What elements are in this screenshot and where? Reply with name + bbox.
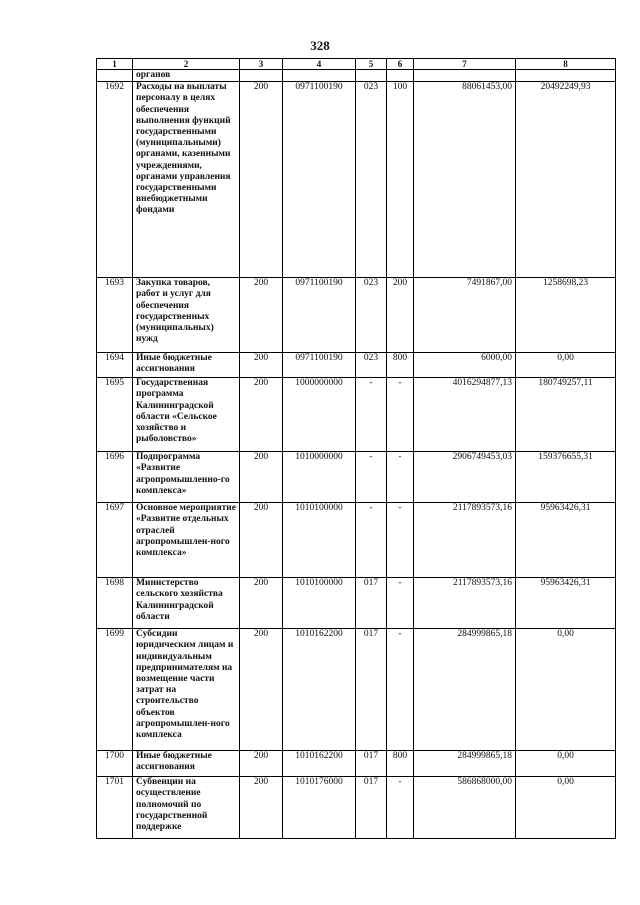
amount-executed: 159376655,31 xyxy=(516,452,616,503)
cell-col-6: 100 xyxy=(387,82,414,278)
expense-name: Закупка товаров, работ и услуг для обеспечения государственных (муниципальных) нужд xyxy=(133,278,240,353)
column-header: 3 xyxy=(240,59,283,70)
table-header xyxy=(97,59,616,70)
amount-planned: 2117893573,16 xyxy=(414,578,516,629)
cell-col-4: 1010162200 xyxy=(283,751,356,777)
column-header: 6 xyxy=(387,59,414,70)
cell-col-5: - xyxy=(356,378,387,452)
cell-col-5: 023 xyxy=(356,278,387,353)
cell-col-3: 200 xyxy=(240,751,283,777)
cell-col-4: 1010176000 xyxy=(283,777,356,839)
row-number: 1700 xyxy=(97,751,133,777)
table-row xyxy=(97,353,616,378)
cell-col-6: - xyxy=(387,452,414,503)
amount-executed: 180749257,11 xyxy=(516,378,616,452)
cell-col-6: 800 xyxy=(387,751,414,777)
amount-planned: 586868000,00 xyxy=(414,777,516,839)
amount-executed: 95963426,31 xyxy=(516,578,616,629)
cell-col-5: 017 xyxy=(356,777,387,839)
budget-table xyxy=(96,58,616,839)
table-row xyxy=(97,452,616,503)
table-row xyxy=(97,82,616,278)
cell-col-5: - xyxy=(356,503,387,578)
row-number: 1701 xyxy=(97,777,133,839)
cell-col-6: - xyxy=(387,777,414,839)
cell-col-5: 017 xyxy=(356,629,387,751)
row-number xyxy=(97,70,133,82)
expense-name: Подпрограмма «Развитие агропромышленно-го комплекса» xyxy=(133,452,240,503)
page-number: 328 xyxy=(310,38,330,53)
row-number: 1699 xyxy=(97,629,133,751)
cell-col-4: 1010100000 xyxy=(283,503,356,578)
amount-planned: 2117893573,16 xyxy=(414,503,516,578)
cell-col-3: 200 xyxy=(240,503,283,578)
row-number: 1698 xyxy=(97,578,133,629)
amount-executed: 0,00 xyxy=(516,751,616,777)
cell-col-3: 200 xyxy=(240,578,283,629)
amount-executed: 1258698,23 xyxy=(516,278,616,353)
column-header: 5 xyxy=(356,59,387,70)
row-number: 1695 xyxy=(97,378,133,452)
cell-col-4: 1010162200 xyxy=(283,629,356,751)
row-number: 1693 xyxy=(97,278,133,353)
cell-col-6: 800 xyxy=(387,353,414,378)
expense-name: Государственная программа Калининградской области «Сельское хозяйство и рыболовство» xyxy=(133,378,240,452)
amount-planned: 4016294877,13 xyxy=(414,378,516,452)
amount-executed: 20492249,93 xyxy=(516,82,616,278)
cell-col-4: 1010100000 xyxy=(283,578,356,629)
cell-col-3: 200 xyxy=(240,378,283,452)
expense-name: Основное мероприятие «Развитие отдельных отраслей агропромышлен-ного комплекса» xyxy=(133,503,240,578)
expense-name: Иные бюджетные ассигнования xyxy=(133,751,240,777)
cell-col-4: 0971100190 xyxy=(283,82,356,278)
cell-col-3: 200 xyxy=(240,777,283,839)
cell-col-5: - xyxy=(356,452,387,503)
expense-name: Министерство сельского хозяйства Калининградской области xyxy=(133,578,240,629)
cell-col-3: 200 xyxy=(240,629,283,751)
amount-planned: 2906749453,03 xyxy=(414,452,516,503)
cell-col-6 xyxy=(387,70,414,82)
cell-col-6: - xyxy=(387,503,414,578)
amount-executed: 95963426,31 xyxy=(516,503,616,578)
cell-col-3: 200 xyxy=(240,452,283,503)
cell-col-4: 0971100190 xyxy=(283,353,356,378)
column-header: 1 xyxy=(97,59,133,70)
table-row xyxy=(97,70,616,82)
table-row xyxy=(97,378,616,452)
cell-col-5: 017 xyxy=(356,751,387,777)
amount-executed xyxy=(516,70,616,82)
cell-col-5: 017 xyxy=(356,578,387,629)
amount-planned: 6000,00 xyxy=(414,353,516,378)
amount-executed: 0,00 xyxy=(516,777,616,839)
row-number: 1697 xyxy=(97,503,133,578)
cell-col-6: - xyxy=(387,378,414,452)
expense-name: Иные бюджетные ассигнования xyxy=(133,353,240,378)
cell-col-3: 200 xyxy=(240,82,283,278)
row-number: 1692 xyxy=(97,82,133,278)
cell-col-4: 0971100190 xyxy=(283,278,356,353)
amount-planned: 7491867,00 xyxy=(414,278,516,353)
cell-col-4: 1010000000 xyxy=(283,452,356,503)
expense-name: Расходы на выплаты персоналу в целях обеспечения выполнения функций государственными (муниципальными) органами, казенными учреждениями, органами управления государственными внебюджетными фондами xyxy=(133,82,240,278)
column-header: 7 xyxy=(414,59,516,70)
cell-col-6: 200 xyxy=(387,278,414,353)
amount-planned: 284999865,18 xyxy=(414,629,516,751)
amount-planned: 284999865,18 xyxy=(414,751,516,777)
expense-name: органов xyxy=(133,70,240,82)
cell-col-6: - xyxy=(387,629,414,751)
table-row xyxy=(97,629,616,751)
row-number: 1694 xyxy=(97,353,133,378)
amount-executed: 0,00 xyxy=(516,353,616,378)
cell-col-4 xyxy=(283,70,356,82)
column-header: 8 xyxy=(516,59,616,70)
expense-name: Субвенции на осуществление полномочий по государственной поддержке xyxy=(133,777,240,839)
amount-planned xyxy=(414,70,516,82)
cell-col-3 xyxy=(240,70,283,82)
table-row xyxy=(97,503,616,578)
table-row xyxy=(97,278,616,353)
column-header: 4 xyxy=(283,59,356,70)
cell-col-4: 1000000000 xyxy=(283,378,356,452)
cell-col-5 xyxy=(356,70,387,82)
table-row xyxy=(97,751,616,777)
cell-col-5: 023 xyxy=(356,82,387,278)
cell-col-5: 023 xyxy=(356,353,387,378)
table-body xyxy=(97,70,616,839)
cell-col-3: 200 xyxy=(240,278,283,353)
row-number: 1696 xyxy=(97,452,133,503)
cell-col-6: - xyxy=(387,578,414,629)
cell-col-3: 200 xyxy=(240,353,283,378)
amount-executed: 0,00 xyxy=(516,629,616,751)
table-row xyxy=(97,777,616,839)
table-row xyxy=(97,578,616,629)
amount-planned: 88061453,00 xyxy=(414,82,516,278)
column-header: 2 xyxy=(133,59,240,70)
expense-name: Субсидии юридическим лицам и индивидуальным предпринимателям на возмещение части затрат на строительство объектов агропромышлен-ного комплекса xyxy=(133,629,240,751)
